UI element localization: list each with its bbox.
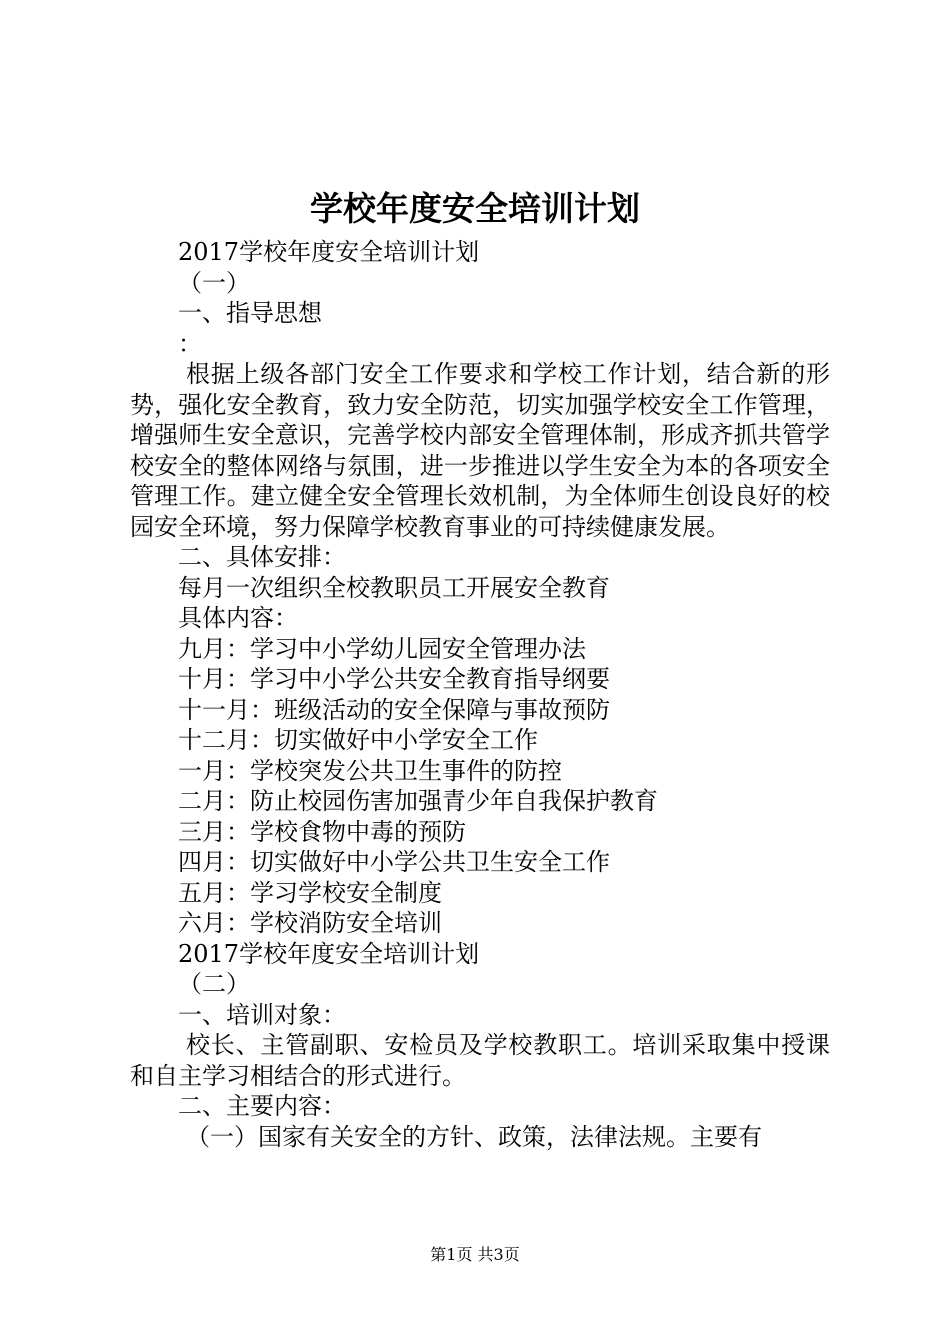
paragraph-heading: 二、具体安排： (178, 543, 346, 571)
section-number: （一） (178, 268, 250, 297)
monthly-item: 一月：学校突发公共卫生事件的防控 (178, 756, 562, 785)
content-item: （一）国家有关安全的方针、政策，法律法规。主要有 (186, 1122, 762, 1151)
monthly-item: 五月：学习学校安全制度 (178, 878, 442, 907)
monthly-item: 四月：切实做好中小学公共卫生安全工作 (178, 848, 610, 876)
monthly-item: 十一月：班级活动的安全保障与事故预防 (178, 695, 610, 724)
training-target-paragraph: 校长、主管副职、安检员及学校教职工。培训采取集中授课和自主学习相结合的形式进行。 (130, 1031, 830, 1090)
section-heading: 2017学校年度安全培训计划 (178, 939, 480, 968)
section-number: （二） (178, 970, 250, 998)
monthly-item: 九月：学习中小学幼儿园安全管理办法 (178, 634, 586, 663)
paragraph-heading: 二、主要内容： (178, 1092, 346, 1120)
monthly-item: 三月：学校食物中毒的预防 (178, 817, 466, 846)
monthly-item: 十二月：切实做好中小学安全工作 (178, 726, 538, 754)
guiding-ideology-paragraph: 根据上级各部门安全工作要求和学校工作计划，结合新的形势，强化安全教育，致力安全防范，切实加强学校安全工作管理，增强师生安全意识，完善学校内部安全管理体制，形成齐抓共管学校安全的整体网络与氛围，进一步推进以学生安全为本的各项安全管理工作。建立健全安全管理长效机制，为全体师生创设良好的校园安全环境，努力保障学校教育事业的可持续健康发展。 (130, 360, 830, 541)
monthly-item: 六月：学校消防安全培训 (178, 909, 442, 937)
text-line: 具体内容： (178, 604, 298, 632)
document-body (130, 237, 830, 1152)
document-title: 学校年度安全培训计划 (310, 189, 640, 228)
page-footer: 第1页 共3页 (430, 1245, 520, 1264)
paragraph-heading: 一、指导思想 (178, 299, 322, 327)
colon-line: ： (178, 329, 202, 358)
text-line: 每月一次组织全校教职员工开展安全教育 (178, 573, 610, 602)
paragraph-heading: 一、培训对象： (178, 1000, 346, 1029)
monthly-item: 十月：学习中小学公共安全教育指导纲要 (178, 665, 610, 693)
section-heading: 2017学校年度安全培训计划 (178, 238, 480, 266)
monthly-item: 二月：防止校园伤害加强青少年自我保护教育 (178, 787, 658, 815)
